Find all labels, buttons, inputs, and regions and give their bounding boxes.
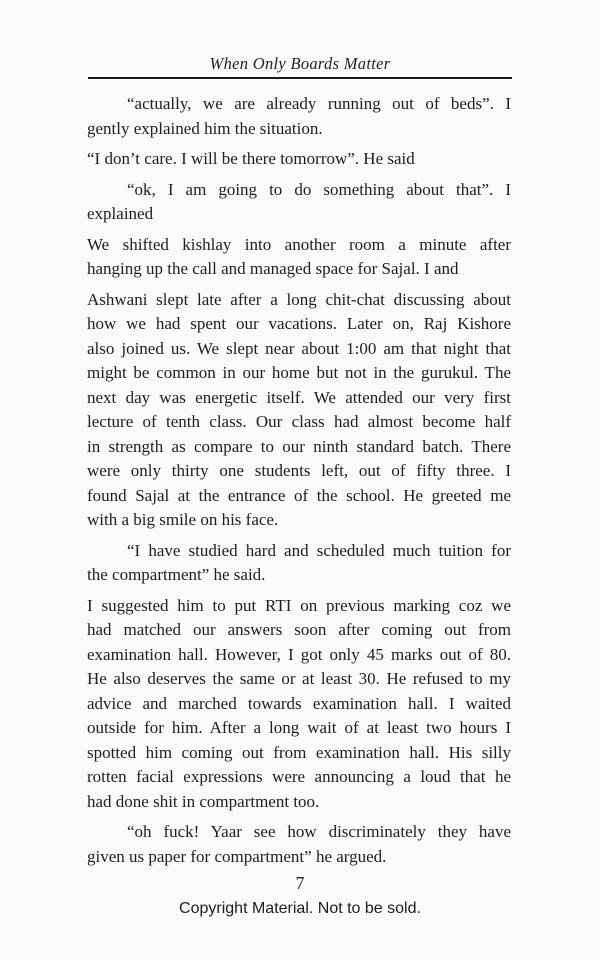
text-line: might be common in our home but not in the gurukul. The: [87, 363, 511, 382]
text-line: in strength as compare to our ninth standard batch. There: [87, 436, 511, 456]
text-line: given us paper for compartment” he argued.: [87, 846, 387, 866]
text-line: outside for him. After a long wait of at least two hours I: [87, 718, 511, 737]
paragraph: [87, 147, 511, 172]
text-line: We shifted kishlay into another room a minute after: [87, 234, 511, 254]
text-line: lecture of tenth class. Our class had almost become half: [87, 412, 511, 431]
page-number: 7: [295, 873, 305, 893]
text-line: how we had spent our vacations. Later on, Raj Kishore: [87, 314, 511, 333]
text-line: He also deserves the same or at least 30. He refused to my: [87, 669, 511, 688]
text-line: rotten facial expressions were announcing a loud that he: [87, 767, 511, 786]
text-line: also joined us. We slept near about 1:00 am that night that: [87, 338, 511, 358]
paragraph: [87, 539, 511, 588]
text-line: were only thirty one students left, out of fifty three. I: [87, 461, 511, 480]
text-line: with a big smile on his face.: [87, 510, 279, 529]
paragraph: [87, 92, 511, 141]
text-line: “oh fuck! Yaar see how discriminately they have: [127, 822, 511, 841]
text-line: examination hall. However, I got only 45 marks out of 80.: [87, 644, 511, 664]
text-line: I suggested him to put RTI on previous marking coz we: [87, 595, 511, 615]
text-line: “actually, we are already running out of beds”. I: [127, 94, 511, 113]
text-line: hanging up the call and managed space for Sajal. I and: [87, 259, 459, 278]
paragraph: [87, 178, 511, 227]
text-line: explained: [87, 204, 154, 223]
text-line: gently explained him the situation.: [87, 118, 323, 138]
text-line: “I don’t care. I will be there tomorrow”. He said: [87, 149, 415, 168]
text-line: Ashwani slept late after a long chit-chat discussing about: [87, 289, 511, 309]
text-line: the compartment” he said.: [87, 565, 266, 584]
text-line: advice and marched towards examination hall. I waited: [87, 693, 511, 713]
text-line: had done shit in compartment too.: [87, 791, 320, 811]
paragraph: [87, 820, 511, 869]
text-line: found Sajal at the entrance of the school. He greeted me: [87, 485, 511, 505]
text-line: “ok, I am going to do something about that”. I: [127, 179, 511, 199]
copyright-notice: Copyright Material. Not to be sold.: [179, 900, 421, 917]
text-line: next day was energetic itself. We attended our very first: [87, 387, 511, 407]
text-line: “I have studied hard and scheduled much tuition for: [127, 540, 511, 560]
page-header: [88, 0, 512, 79]
text-line: spotted him coming out from examination hall. His silly: [87, 742, 511, 762]
page-body: [87, 92, 511, 869]
text-line: had matched our answers soon after coming out from: [87, 620, 511, 639]
running-title: When Only Boards Matter: [209, 54, 391, 73]
paragraph: [87, 233, 511, 282]
page-footer: [0, 872, 600, 919]
paragraph: [87, 594, 511, 815]
header-rule: [88, 77, 512, 79]
paragraph: [87, 288, 511, 533]
